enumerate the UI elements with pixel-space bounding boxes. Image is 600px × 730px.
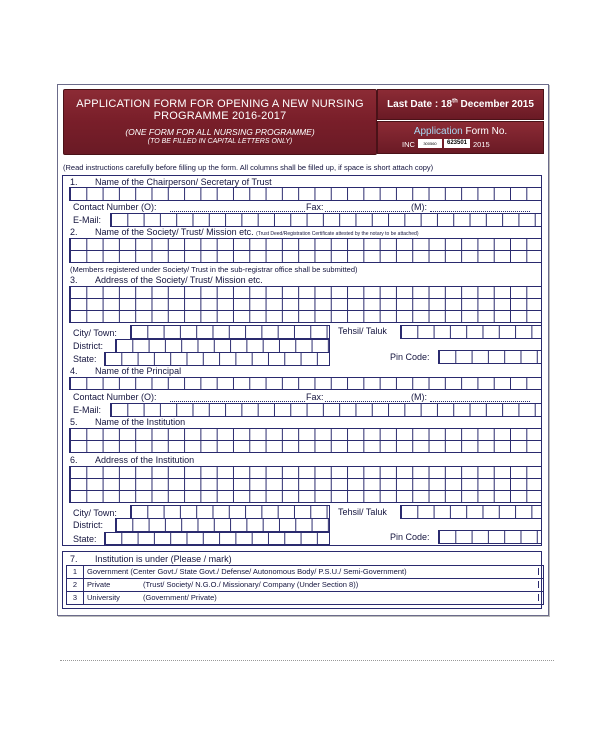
tehsil-boxes[interactable] [400, 325, 542, 339]
inst-tehsil-label: Tehsil/ Taluk [338, 507, 387, 517]
principal-fax-field[interactable] [325, 401, 410, 402]
city-boxes[interactable] [130, 325, 330, 339]
inc-box-2: 623501 [444, 139, 470, 148]
section-3-label: 3. Address of the Society/ Trust/ Mission etc. [70, 275, 263, 285]
district-boxes[interactable] [115, 339, 330, 353]
inc-box-1: 300560 [418, 139, 442, 148]
institution-type-checkbox[interactable] [468, 594, 539, 601]
institution-type-checkbox[interactable] [468, 568, 539, 575]
pincode-boxes[interactable] [438, 350, 542, 364]
tehsil-label: Tehsil/ Taluk [338, 326, 387, 336]
principal-name-boxes[interactable] [69, 377, 542, 390]
section-2-label: 2. Name of the Society/ Trust/ Mission etc. (Trust Deed/Registration Certificate attested by the notary to be attached) [70, 227, 419, 237]
section-5-label: 5. Name of the Institution [70, 417, 186, 427]
chairperson-email-boxes[interactable] [110, 213, 542, 227]
institution-type-row[interactable]: 3 University (Government/ Private) [67, 591, 543, 604]
form-title-banner [63, 89, 377, 155]
section-6-label: 6. Address of the Institution [70, 455, 195, 465]
form-subnote: (TO BE FILLED IN CAPITAL LETTERS ONLY) [147, 138, 293, 145]
society-address-boxes-3[interactable] [69, 310, 542, 323]
institution-type-table [66, 565, 544, 605]
society-name-boxes-2[interactable] [69, 250, 542, 263]
principal-contact-label: Contact Number (O): [73, 392, 157, 402]
principal-fax-label: Fax: [306, 392, 324, 402]
principal-email-boxes[interactable] [110, 403, 542, 417]
application-form-label: Application Form No. [413, 126, 508, 137]
section-4-label: 4. Name of the Principal [70, 366, 182, 376]
inst-state-boxes[interactable] [104, 532, 330, 545]
inc-label: INC [402, 140, 415, 149]
page-footer-line [60, 660, 554, 661]
email-label: E-Mail: [73, 215, 102, 225]
principal-contact-field[interactable] [170, 401, 305, 402]
institution-type-checkbox[interactable] [468, 581, 539, 588]
fax-label: Fax: [306, 202, 324, 212]
inst-state-label: State: [73, 534, 97, 544]
inst-pincode-boxes[interactable] [438, 530, 542, 544]
contact-label: Contact Number (O): [73, 202, 157, 212]
principal-mobile-field[interactable] [430, 401, 530, 402]
form-subtitle: (ONE FORM FOR ALL NURSING PROGRAMME) [125, 127, 315, 137]
inst-city-label: City/ Town: [73, 508, 117, 518]
instructions: (Read instructions carefully before filling up the form. All columns shall be filled up, if space is short attach copy) [63, 163, 434, 172]
principal-mobile-label: (M): [411, 392, 427, 402]
pincode-label: Pin Code: [390, 352, 430, 362]
application-number-banner [377, 121, 544, 154]
state-label: State: [73, 354, 97, 364]
mobile-field[interactable] [430, 211, 530, 212]
inst-district-label: District: [73, 520, 103, 530]
city-label: City/ Town: [73, 328, 117, 338]
institution-type-row[interactable]: 1 Government (Center Govt./ State Govt./ Defense/ Autonomous Body/ P.S.U./ Semi-Government) [67, 566, 543, 578]
inst-tehsil-boxes[interactable] [400, 505, 542, 519]
inst-city-boxes[interactable] [130, 505, 330, 519]
inc-year: 2015 [473, 140, 490, 149]
fax-field[interactable] [325, 211, 410, 212]
principal-email-label: E-Mail: [73, 405, 102, 415]
section-1-label: 1. Name of the Chairperson/ Secretary of Trust [70, 177, 272, 187]
institution-type-row[interactable]: 2 Private (Trust/ Society/ N.G.O./ Missionary/ Company (Under Section 8)) [67, 578, 543, 591]
section-7-label: 7. Institution is under (Please / mark) [70, 554, 232, 564]
institution-address-boxes-3[interactable] [69, 490, 542, 503]
section-2-note: (Members registered under Society/ Trust in the sub-registrar office shall be submitted) [70, 265, 358, 274]
inst-district-boxes[interactable] [115, 518, 330, 532]
inst-pincode-label: Pin Code: [390, 532, 430, 542]
last-date-banner: Last Date : 18th December 2015 [377, 89, 544, 120]
state-boxes[interactable] [104, 352, 330, 366]
mobile-label: (M): [411, 202, 427, 212]
district-label: District: [73, 341, 103, 351]
contact-field[interactable] [170, 211, 305, 212]
chairperson-name-boxes[interactable] [69, 187, 542, 201]
institution-name-boxes-2[interactable] [69, 440, 542, 453]
form-title: APPLICATION FORM FOR OPENING A NEW NURSING PROGRAMME 2016-2017 [76, 98, 364, 122]
